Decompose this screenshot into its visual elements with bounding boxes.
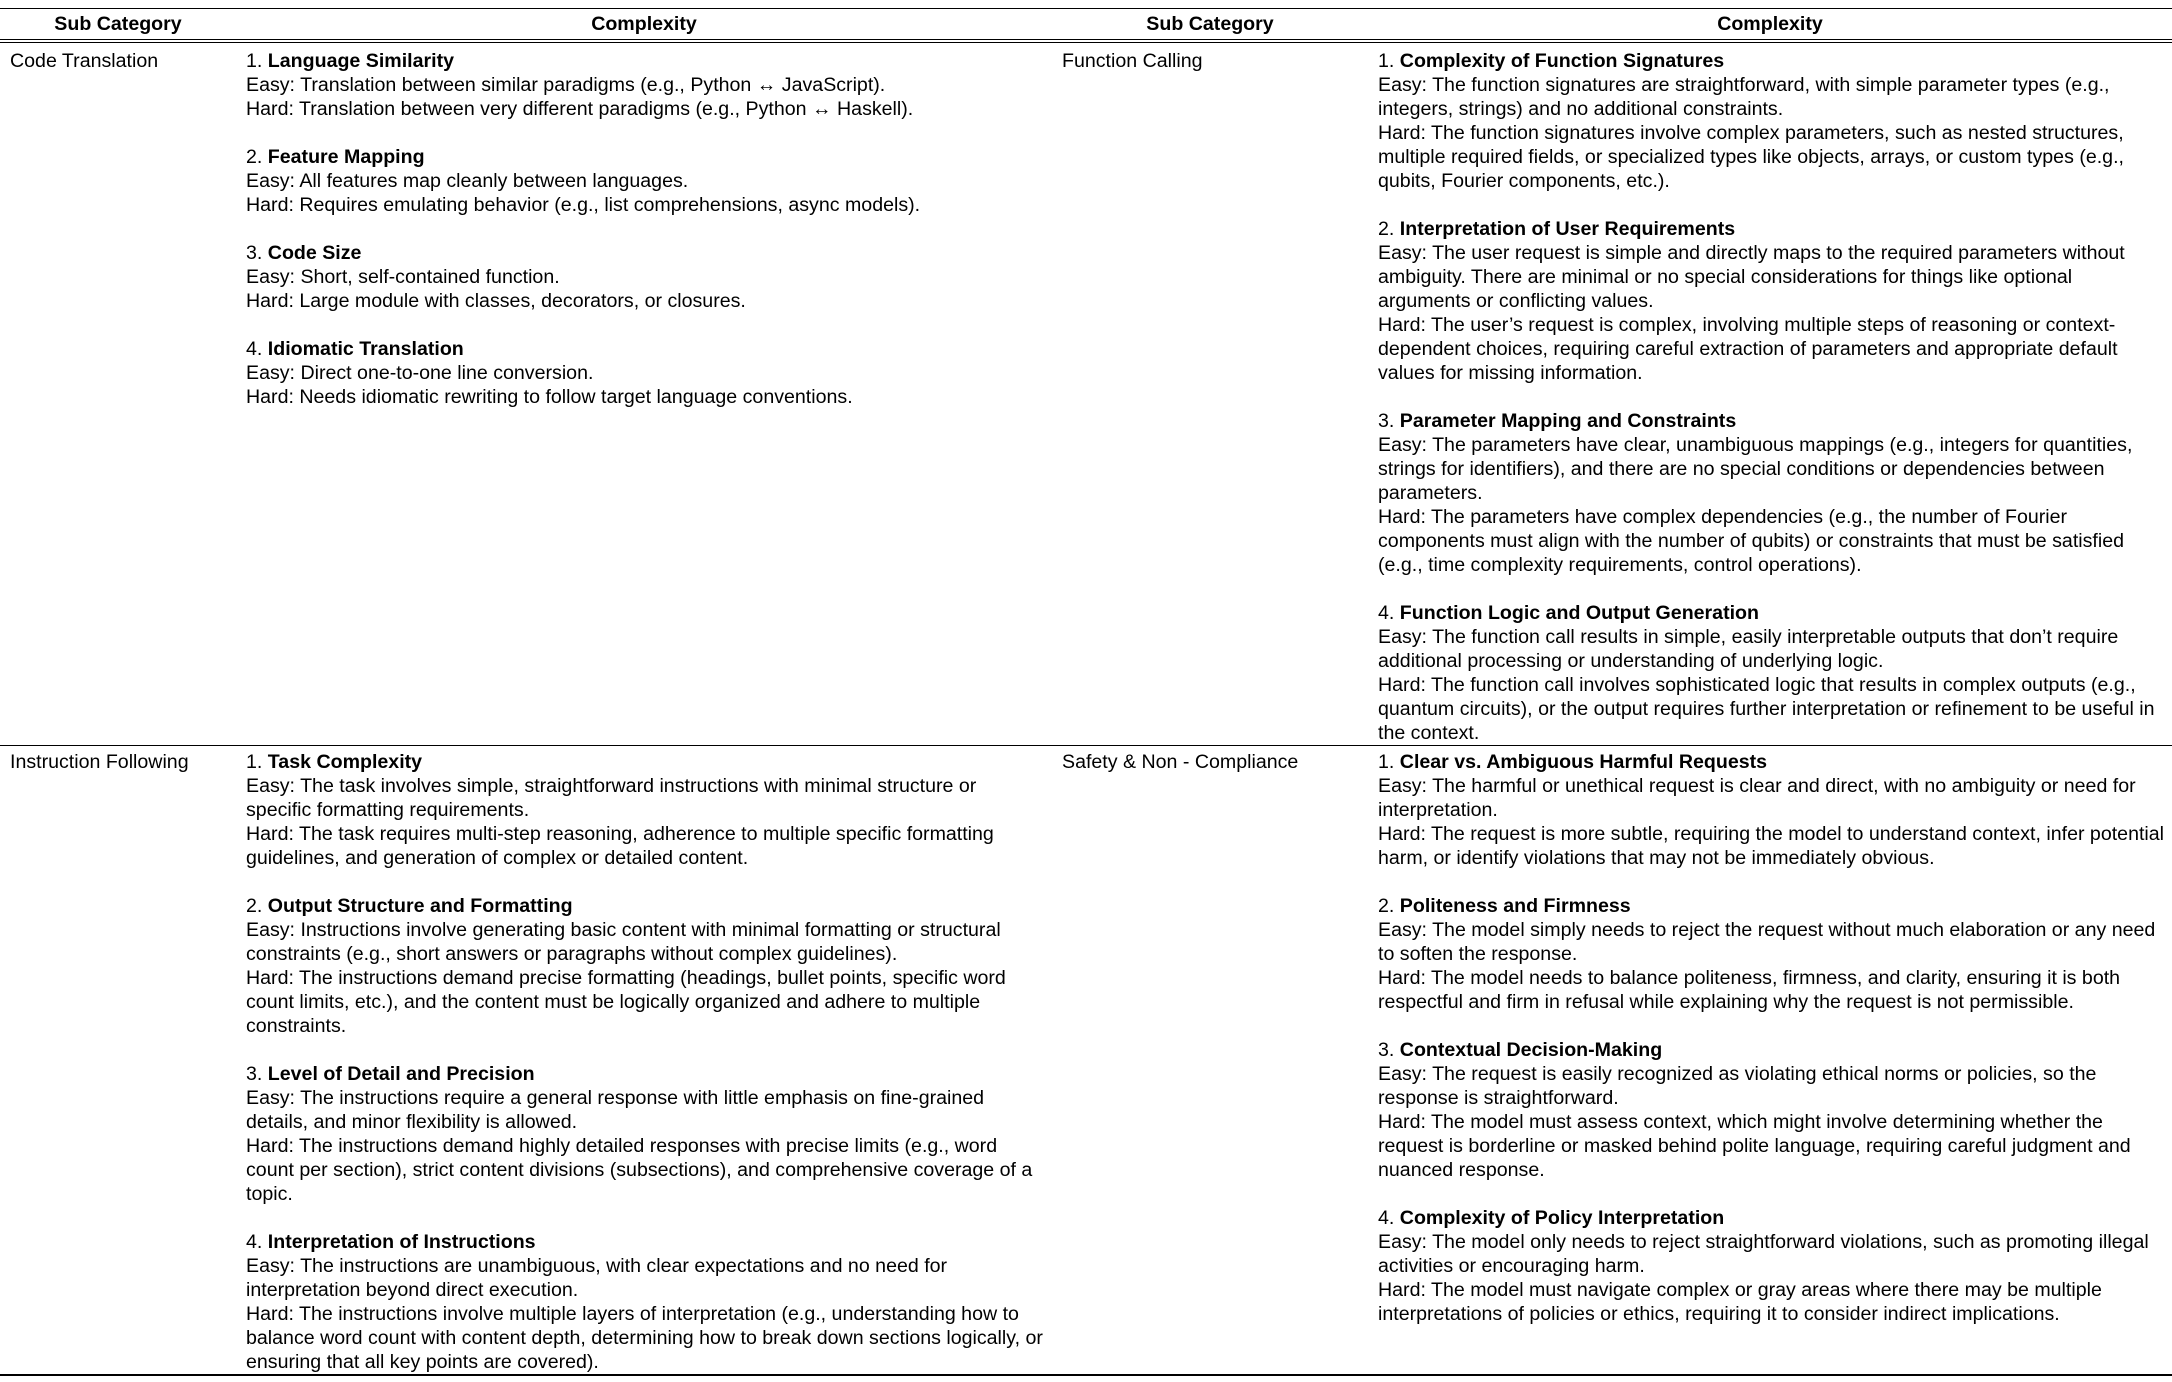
criterion-title: Feature Mapping bbox=[267, 146, 425, 168]
criterion-easy: Easy: The harmful or unethical request is clear and direct, with no ambiguity or need for interpretation. bbox=[1378, 775, 2136, 821]
table-body bbox=[0, 41, 2172, 1375]
criterion-heading bbox=[1378, 1206, 2164, 1230]
criterion-title: Language Similarity bbox=[267, 50, 454, 72]
header-sub-category-right: Sub Category bbox=[1052, 9, 1368, 42]
criterion-hard: Hard: Large module with classes, decorators, or closures. bbox=[246, 290, 746, 312]
criterion-easy: Easy: Direct one-to-one line conversion. bbox=[246, 362, 594, 384]
table-row bbox=[0, 41, 2172, 746]
criterion bbox=[246, 241, 1044, 313]
criterion-number: 2. bbox=[1378, 895, 1395, 917]
criterion-title: Politeness and Firmness bbox=[1399, 895, 1631, 917]
criterion-heading bbox=[1378, 1038, 2164, 1062]
criterion bbox=[1378, 894, 2164, 1014]
criterion bbox=[1378, 409, 2164, 577]
criterion-title: Parameter Mapping and Constraints bbox=[1399, 410, 1737, 432]
complexity-table bbox=[0, 8, 2172, 1376]
criterion-hard: Hard: The task requires multi-step reasoning, adherence to multiple specific formatting guidelines, and generation of complex or detailed content. bbox=[246, 823, 994, 869]
complexity-cell bbox=[1368, 746, 2172, 1376]
criterion-heading bbox=[1378, 217, 2164, 241]
complexity-cell bbox=[1368, 41, 2172, 746]
complexity-cell bbox=[236, 746, 1052, 1376]
criterion-hard: Hard: The model needs to balance politeness, firmness, and clarity, ensuring it is both respectful and firm in refusal while explaining why the request is not permissible. bbox=[1378, 967, 2121, 1013]
criterion-easy: Easy: Short, self-contained function. bbox=[246, 266, 560, 288]
criterion-easy: Easy: The model only needs to reject straightforward violations, such as promoting illegal activities or encouraging harm. bbox=[1378, 1231, 2149, 1277]
category-cell: Code Translation bbox=[0, 41, 236, 746]
criterion-heading bbox=[1378, 894, 2164, 918]
criterion-easy: Easy: The function call results in simple, easily interpretable outputs that don’t require additional processing or understanding of underlying logic. bbox=[1378, 626, 2119, 672]
criterion bbox=[246, 1062, 1044, 1206]
criterion-heading bbox=[246, 241, 1044, 265]
criterion bbox=[1378, 1038, 2164, 1182]
criterion-number: 3. bbox=[246, 1063, 263, 1085]
criterion-easy: Easy: Instructions involve generating basic content with minimal formatting or structural constraints (e.g., short answers or paragraphs without complex guidelines). bbox=[246, 919, 1001, 965]
criterion-hard: Hard: The function call involves sophisticated logic that results in complex outputs (e.g., quantum circuits), or the output requires further interpretation or refinement to be useful in the context. bbox=[1378, 674, 2155, 744]
criterion-hard: Hard: The parameters have complex dependencies (e.g., the number of Fourier components must align with the number of qubits) or constraints that must be satisfied (e.g., time complexity requirements, control operations). bbox=[1378, 506, 2125, 576]
criterion-easy: Easy: The parameters have clear, unambiguous mappings (e.g., integers for quantities, strings for identifiers), and there are no special conditions or dependencies between parameters. bbox=[1378, 434, 2133, 504]
criterion-number: 2. bbox=[1378, 218, 1395, 240]
criterion-title: Function Logic and Output Generation bbox=[1399, 602, 1759, 624]
criterion-heading bbox=[246, 894, 1044, 918]
criterion-hard: Hard: The instructions involve multiple layers of interpretation (e.g., understanding how to balance word count with content depth, determining how to break down sections logically, or ensuring that all key points are covered). bbox=[246, 1303, 1043, 1373]
criterion-hard: Hard: Needs idiomatic rewriting to follow target language conventions. bbox=[246, 386, 853, 408]
criterion-heading bbox=[1378, 601, 2164, 625]
criterion-number: 4. bbox=[246, 338, 263, 360]
criterion-number: 3. bbox=[1378, 1039, 1395, 1061]
criterion-number: 4. bbox=[1378, 602, 1395, 624]
criterion-number: 3. bbox=[1378, 410, 1395, 432]
criterion-number: 4. bbox=[246, 1231, 263, 1253]
criterion bbox=[1378, 217, 2164, 385]
criterion-heading bbox=[1378, 750, 2164, 774]
criterion-hard: Hard: Translation between very different paradigms (e.g., Python ↔ Haskell). bbox=[246, 98, 914, 120]
criterion-heading bbox=[246, 49, 1044, 73]
criterion-title: Clear vs. Ambiguous Harmful Requests bbox=[1399, 751, 1768, 773]
criterion bbox=[246, 49, 1044, 121]
criterion-heading bbox=[246, 337, 1044, 361]
criterion-heading bbox=[246, 1230, 1044, 1254]
criterion-title: Idiomatic Translation bbox=[267, 338, 464, 360]
criterion-number: 2. bbox=[246, 146, 263, 168]
criterion-hard: Hard: The instructions demand precise formatting (headings, bullet points, specific word count limits, etc.), and the content must be logically organized and adhere to multiple constraints. bbox=[246, 967, 1006, 1037]
criterion-number: 1. bbox=[1378, 50, 1395, 72]
criterion-title: Contextual Decision-Making bbox=[1399, 1039, 1663, 1061]
criterion-easy: Easy: The function signatures are straightforward, with simple parameter types (e.g., integers, strings) and no additional constraints. bbox=[1378, 74, 2110, 120]
criterion-hard: Hard: The instructions demand highly detailed responses with precise limits (e.g., word count per section), strict content divisions (subsections), and comprehensive coverage of a topic. bbox=[246, 1135, 1033, 1205]
criterion-title: Complexity of Function Signatures bbox=[1399, 50, 1725, 72]
criterion bbox=[1378, 49, 2164, 193]
criterion bbox=[246, 1230, 1044, 1374]
criterion-heading bbox=[1378, 409, 2164, 433]
header-row bbox=[0, 9, 2172, 42]
header-complexity-left: Complexity bbox=[236, 9, 1052, 42]
criterion-easy: Easy: The task involves simple, straightforward instructions with minimal structure or specific formatting requirements. bbox=[246, 775, 977, 821]
criterion bbox=[246, 145, 1044, 217]
criterion-heading bbox=[246, 1062, 1044, 1086]
criterion-hard: Hard: The model must assess context, which might involve determining whether the request is borderline or masked behind polite language, requiring careful judgment and nuanced response. bbox=[1378, 1111, 2131, 1181]
criterion-title: Level of Detail and Precision bbox=[267, 1063, 535, 1085]
criterion-heading bbox=[1378, 49, 2164, 73]
criterion-title: Interpretation of Instructions bbox=[267, 1231, 536, 1253]
criterion-easy: Easy: The request is easily recognized as violating ethical norms or policies, so the response is straightforward. bbox=[1378, 1063, 2097, 1109]
criterion-hard: Hard: The function signatures involve complex parameters, such as nested structures, multiple required fields, or specialized types like objects, arrays, or custom types (e.g., qubits, Fourier components, etc.). bbox=[1378, 122, 2124, 192]
criterion-hard: Hard: The request is more subtle, requiring the model to understand context, infer potential harm, or identify violations that may not be immediately obvious. bbox=[1378, 823, 2165, 869]
category-cell: Safety & Non - Compliance bbox=[1052, 746, 1368, 1376]
criterion-title: Output Structure and Formatting bbox=[267, 895, 573, 917]
criterion-number: 1. bbox=[246, 50, 263, 72]
criterion-hard: Hard: The model must navigate complex or gray areas where there may be multiple interpretations of policies or ethics, requiring it to consider indirect implications. bbox=[1378, 1279, 2102, 1325]
criterion-easy: Easy: The instructions are unambiguous, with clear expectations and no need for interpretation beyond direct execution. bbox=[246, 1255, 948, 1301]
criterion-title: Task Complexity bbox=[267, 751, 423, 773]
criterion-easy: Easy: All features map cleanly between languages. bbox=[246, 170, 689, 192]
criterion-title: Complexity of Policy Interpretation bbox=[1399, 1207, 1725, 1229]
criterion-number: 1. bbox=[246, 751, 263, 773]
criterion-title: Interpretation of User Requirements bbox=[1399, 218, 1736, 240]
criterion-easy: Easy: Translation between similar paradigms (e.g., Python ↔ JavaScript). bbox=[246, 74, 886, 96]
criterion-number: 2. bbox=[246, 895, 263, 917]
criterion-number: 3. bbox=[246, 242, 263, 264]
criterion-heading bbox=[246, 145, 1044, 169]
header-complexity-right: Complexity bbox=[1368, 9, 2172, 42]
criterion-number: 1. bbox=[1378, 751, 1395, 773]
category-cell: Instruction Following bbox=[0, 746, 236, 1376]
criterion-easy: Easy: The instructions require a general response with little emphasis on fine-grained details, and minor flexibility is allowed. bbox=[246, 1087, 985, 1133]
criterion-hard: Hard: Requires emulating behavior (e.g., list comprehensions, async models). bbox=[246, 194, 921, 216]
complexity-cell bbox=[236, 41, 1052, 746]
criterion bbox=[246, 337, 1044, 409]
criterion-easy: Easy: The model simply needs to reject the request without much elaboration or any need to soften the response. bbox=[1378, 919, 2156, 965]
header-sub-category-left: Sub Category bbox=[0, 9, 236, 42]
criterion bbox=[1378, 601, 2164, 745]
criterion-heading bbox=[246, 750, 1044, 774]
table-row bbox=[0, 746, 2172, 1376]
criterion-easy: Easy: The user request is simple and directly maps to the required parameters without ambiguity. There are minimal or no special considerations for things like optional arguments or conflicting values. bbox=[1378, 242, 2125, 312]
criterion-hard: Hard: The user’s request is complex, involving multiple steps of reasoning or context-dependent choices, requiring careful extraction of parameters and appropriate default values for missing information. bbox=[1378, 314, 2118, 384]
criterion bbox=[1378, 1206, 2164, 1326]
criterion-title: Code Size bbox=[267, 242, 362, 264]
criterion bbox=[246, 894, 1044, 1038]
criterion-number: 4. bbox=[1378, 1207, 1395, 1229]
table-header bbox=[0, 9, 2172, 42]
criterion bbox=[246, 750, 1044, 870]
criterion bbox=[1378, 750, 2164, 870]
category-cell: Function Calling bbox=[1052, 41, 1368, 746]
